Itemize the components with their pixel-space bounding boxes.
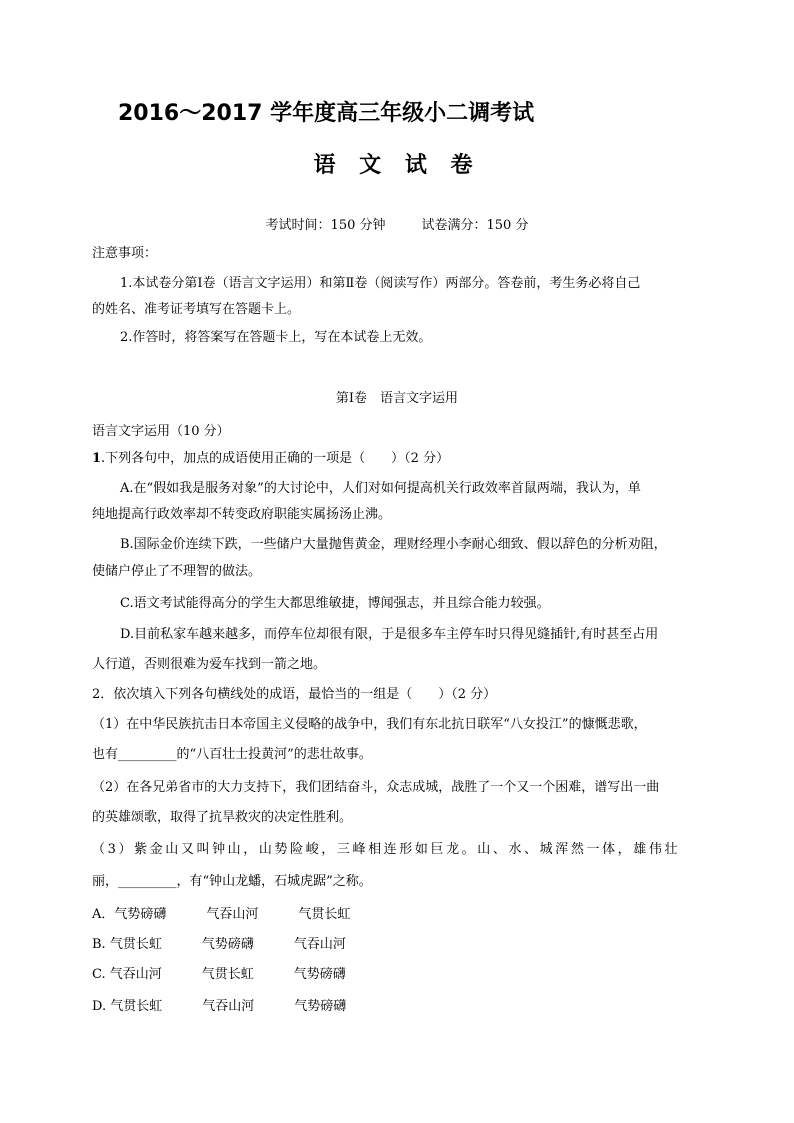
note-item-1-line-2: 的姓名、准考证考填写在答题卡上。 xyxy=(92,302,301,317)
q1-option-d-line-1: D.目前私家车越来越多，而停车位却很有限，于是很多车主停车时只得见缝插针,有时甚至占用 xyxy=(120,627,659,642)
exam-time: 考试时间：150 分钟 xyxy=(265,218,386,233)
q2-option-b-word-2: 气势磅礴 xyxy=(201,937,254,952)
q2-sentence-1-line-1: （1）在中华民族抗击日本帝国主义侵略的战争中，我们有东北抗日联军“八女投江”的慷慨悲歌， xyxy=(92,717,647,732)
q2-option-c-word-2: 气贯长虹 xyxy=(201,967,254,982)
q2-sentence-2-line-1: （2）在各兄弟省市的大力支持下，我们团结奋斗，众志成城，战胜了一个又一个困难，谱写出一曲 xyxy=(92,780,660,795)
q1-option-d-line-2: 人行道，否则很难为爱车找到一箭之地。 xyxy=(92,657,327,672)
q2-option-d xyxy=(92,995,704,1014)
question-1-text: .下列各句中，加点的成语使用正确的一项是（ ）（2 分） xyxy=(101,451,450,466)
q2-option-d-word-3: 气势磅礴 xyxy=(294,999,347,1014)
question-1-number: 1 xyxy=(92,451,102,466)
q2-option-c xyxy=(92,963,704,982)
q2-sentence-3-line-1: （3）紫金山又叫钟山，山势险峻，三峰相连形如巨龙。山、水、城浑然一体，雄伟壮 xyxy=(92,842,681,857)
q2-option-d-word-1: D. 气贯长虹 xyxy=(92,999,163,1014)
q2-option-b-word-1: B. 气贯长虹 xyxy=(92,937,162,952)
exam-info xyxy=(0,214,794,233)
q2-sentence-3-line-2: 丽，_________，有“钟山龙蟠，石城虎踞”之称。 xyxy=(92,874,372,889)
q2-option-b xyxy=(92,933,704,952)
section-1-title: 第Ⅰ卷 语言文字运用 xyxy=(335,391,459,406)
q1-option-a-line-1: A.在“假如我是服务对象”的大讨论中，人们对如何提高机关行政效率首鼠两端，我认为，单 xyxy=(120,481,641,496)
q2-sentence-2-line-2: 的英雄颂歌，取得了抗旱救灾的决定性胜利。 xyxy=(92,810,353,825)
q2-option-d-word-2: 气吞山河 xyxy=(202,999,255,1014)
q2-option-c-word-3: 气势磅礴 xyxy=(293,967,346,982)
q2-option-c-word-1: C. 气吞山河 xyxy=(92,967,162,982)
q2-option-b-word-3: 气吞山河 xyxy=(293,937,346,952)
note-item-2: 2.作答时，将答案写在答题卡上，写在本试卷上无效。 xyxy=(120,330,432,345)
q2-option-a xyxy=(92,903,704,922)
question-2-stem: 2．依次填入下列各句横线处的成语，最恰当的一组是（ ）（2 分） xyxy=(92,687,497,702)
full-score: 试卷满分：150 分 xyxy=(421,218,529,233)
notes-heading: 注意事项： xyxy=(92,246,158,261)
q2-option-a-word-2: 气吞山河 xyxy=(206,907,259,922)
q1-option-c: C.语文考试能得高分的学生大都思维敏捷，博闻强志，并且综合能力较强。 xyxy=(120,596,550,611)
q2-sentence-1-line-2: 也有_________的“八百壮士投黄河”的悲壮故事。 xyxy=(92,747,372,762)
q2-option-a-word-1: A．气势磅礴 xyxy=(92,907,167,922)
q1-option-b-line-1: B.国际金价连续下跌，一些储户大量抛售黄金，理财经理小李耐心细致、假以辞色的分析劝阻， xyxy=(120,537,667,552)
note-item-1-line-1: 1.本试卷分第Ⅰ卷（语言文字运用）和第Ⅱ卷（阅读写作）两部分。答卷前，考生务必将自己 xyxy=(120,276,641,291)
q1-option-b-line-2: 使储户停止了不理智的做法。 xyxy=(92,564,262,579)
question-1-stem xyxy=(92,447,704,466)
section-1-subheading: 语言文字运用（10 分） xyxy=(92,424,230,439)
exam-title: 2016～2017 学年度高三年级小二调考试 xyxy=(118,101,535,126)
q1-option-a-line-2: 纯地提高行政效率却不转变政府职能实属扬汤止沸。 xyxy=(92,507,392,522)
q2-option-a-word-3: 气贯长虹 xyxy=(298,907,351,922)
subject-title: 语 文 试 卷 xyxy=(313,153,481,178)
